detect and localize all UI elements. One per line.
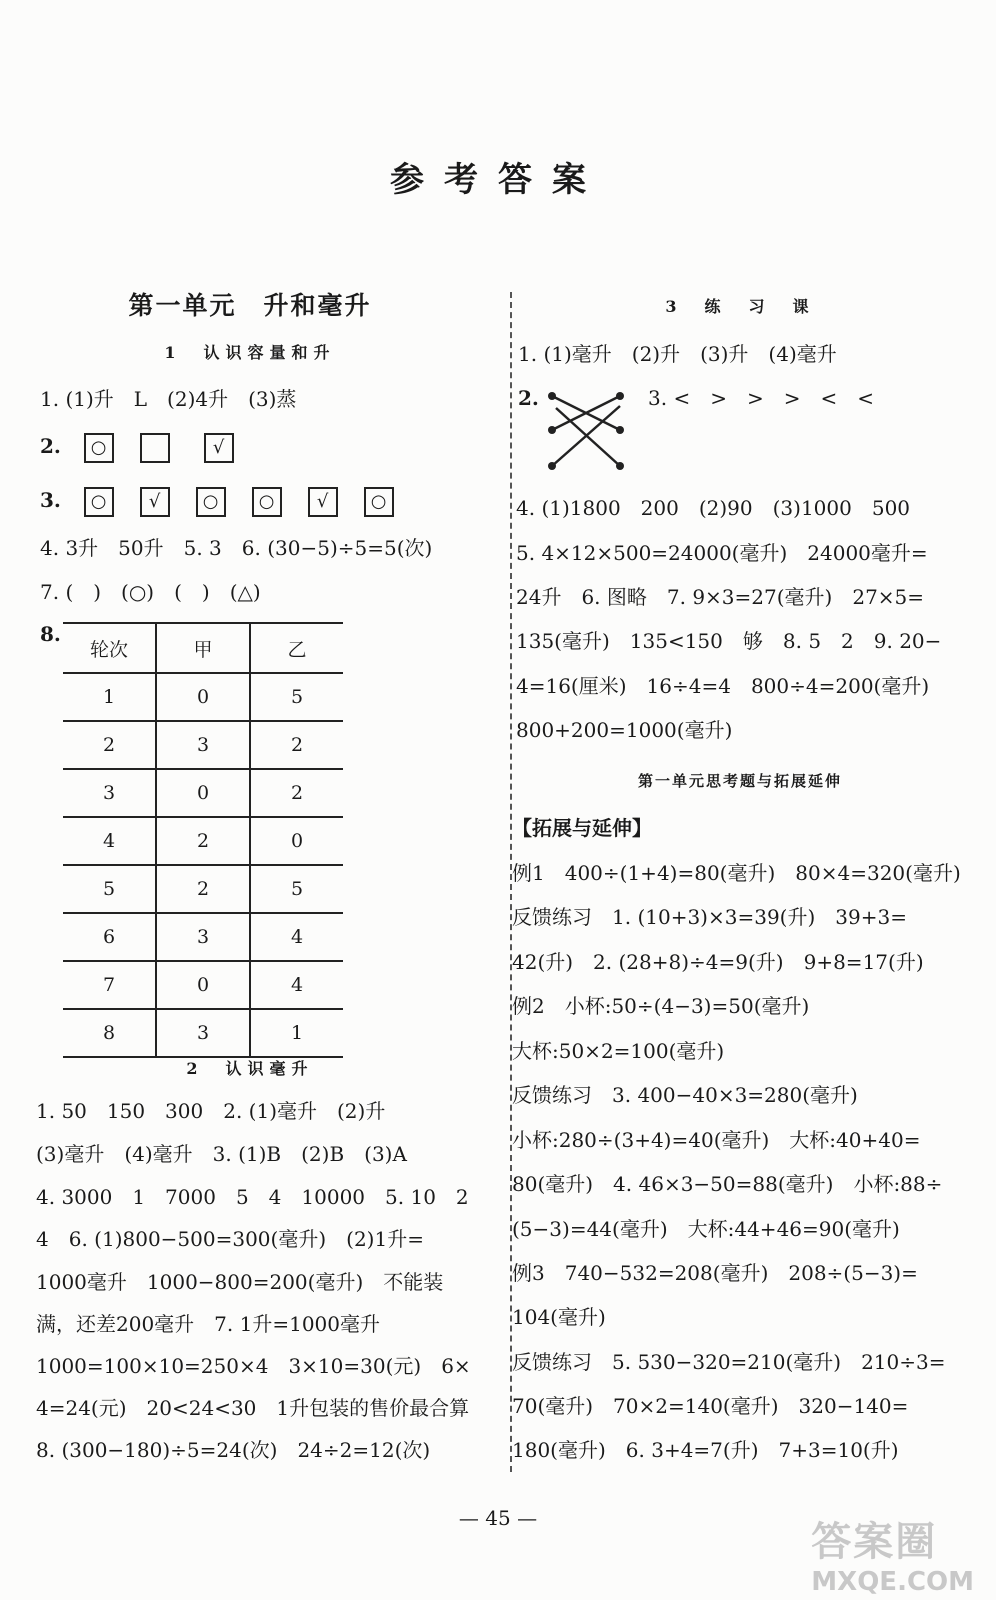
answer-line: 1000=100×10=250×4 3×10=30(元) 6× bbox=[36, 1354, 471, 1378]
answer-line-boxes-3 bbox=[40, 486, 420, 517]
table-cell: 5 bbox=[63, 865, 156, 913]
page-title: 参考答案 bbox=[390, 160, 606, 200]
table-cell: 3 bbox=[156, 721, 250, 769]
answer-line: 4. 3000 1 7000 5 4 10000 5. 10 2 bbox=[36, 1185, 469, 1209]
answer-line: 135(毫升) 135<150 够 8. 5 2 9. 20− bbox=[516, 629, 942, 653]
answer-line: 小杯:280÷(3+4)=40(毫升) 大杯:40+40= bbox=[512, 1128, 921, 1152]
table-cell: 2 bbox=[250, 769, 343, 817]
answer-line: 8. (300−180)÷5=24(次) 24÷2=12(次) bbox=[36, 1438, 431, 1462]
answer-box bbox=[140, 433, 170, 463]
answer-line: 反馈练习 1. (10+3)×3=39(升) 39+3= bbox=[512, 905, 907, 929]
table-cell: 2 bbox=[63, 721, 156, 769]
table-cell: 3 bbox=[156, 913, 250, 961]
table-cell: 1 bbox=[250, 1009, 343, 1057]
section-title-2: 2 认识毫升 bbox=[186, 1059, 314, 1078]
watermark-logo: 答案圈 bbox=[811, 1519, 938, 1565]
table-row bbox=[63, 961, 343, 1009]
table-cell: 0 bbox=[156, 769, 250, 817]
question-label: 2. bbox=[40, 434, 61, 458]
table-cell: 2 bbox=[250, 721, 343, 769]
question-label: 8. bbox=[40, 622, 61, 646]
table-header-row bbox=[63, 623, 343, 673]
answer-box: ○ bbox=[84, 433, 114, 463]
answer-line: 180(毫升) 6. 3+4=7(升) 7+3=10(升) bbox=[512, 1438, 899, 1462]
table-cell: 0 bbox=[250, 817, 343, 865]
table-cell: 5 bbox=[250, 673, 343, 721]
table-cell: 3 bbox=[63, 769, 156, 817]
question-label: 3. bbox=[40, 488, 61, 512]
unit-title: 第一单元 升和毫升 bbox=[128, 291, 372, 320]
answer-line: 1. (1)升 L (2)4升 (3)蒸 bbox=[40, 387, 297, 411]
answer-line: 反馈练习 5. 530−320=210(毫升) 210÷3= bbox=[512, 1350, 946, 1374]
table-cell: 0 bbox=[156, 961, 250, 1009]
answer-line: 例3 740−532=208(毫升) 208÷(5−3)= bbox=[512, 1261, 918, 1285]
page-number: — 45 — bbox=[458, 1506, 538, 1530]
answer-box: ○ bbox=[364, 487, 394, 517]
matching-lines-icon bbox=[546, 390, 626, 472]
answer-line: 70(毫升) 70×2=140(毫升) 320−140= bbox=[512, 1394, 909, 1418]
table-cell: 7 bbox=[63, 961, 156, 1009]
table-cell: 3 bbox=[156, 1009, 250, 1057]
table-cell: 4 bbox=[250, 961, 343, 1009]
answer-line: 1000毫升 1000−800=200(毫升) 不能装 bbox=[36, 1270, 444, 1294]
table-row bbox=[63, 769, 343, 817]
question-label: 2. bbox=[518, 386, 539, 410]
answer-line: 80(毫升) 4. 46×3−50=88(毫升) 小杯:88÷ bbox=[512, 1172, 943, 1196]
answer-line: 满，还差200毫升 7. 1升=1000毫升 bbox=[36, 1312, 380, 1336]
table-row bbox=[63, 913, 343, 961]
answer-line: 42(升) 2. (28+8)÷4=9(升) 9+8=17(升) bbox=[512, 950, 924, 974]
table-cell: 8 bbox=[63, 1009, 156, 1057]
table-header-cell: 乙 bbox=[250, 623, 343, 673]
answer-line: 1. (1)毫升 (2)升 (3)升 (4)毫升 bbox=[518, 342, 837, 366]
table-cell: 4 bbox=[250, 913, 343, 961]
table-cell: 6 bbox=[63, 913, 156, 961]
section-title-3: 3 练 习 课 bbox=[665, 297, 815, 316]
table-row bbox=[63, 865, 343, 913]
answer-box: ○ bbox=[84, 487, 114, 517]
table-row bbox=[63, 817, 343, 865]
answer-line: 例1 400÷(1+4)=80(毫升) 80×4=320(毫升) bbox=[512, 861, 961, 885]
answer-line: 例2 小杯:50÷(4−3)=50(毫升) bbox=[512, 994, 810, 1018]
table-header-cell: 甲 bbox=[156, 623, 250, 673]
answer-line: 1. 50 150 300 2. (1)毫升 (2)升 bbox=[36, 1099, 386, 1123]
answer-line: 7. ( ) (○) ( ) (△) bbox=[40, 580, 261, 604]
answer-line: 24升 6. 图略 7. 9×3=27(毫升) 27×5= bbox=[516, 585, 925, 609]
table-row bbox=[63, 721, 343, 769]
answer-box: √ bbox=[140, 487, 170, 517]
answer-box: ○ bbox=[196, 487, 226, 517]
table-row bbox=[63, 1009, 343, 1057]
answer-line: 反馈练习 3. 400−40×3=280(毫升) bbox=[512, 1083, 858, 1107]
answer-line: 104(毫升) bbox=[512, 1305, 606, 1329]
answer-line: 【拓展与延伸】 bbox=[512, 816, 652, 840]
answer-line: 5. 4×12×500=24000(毫升) 24000毫升= bbox=[516, 541, 928, 565]
section-title-1: 1 认识容量和升 bbox=[164, 343, 336, 362]
answer-line: (5−3)=44(毫升) 大杯:44+46=90(毫升) bbox=[512, 1217, 900, 1241]
answer-line: 大杯:50×2=100(毫升) bbox=[512, 1039, 725, 1063]
watermark bbox=[811, 1510, 974, 1597]
table-cell: 2 bbox=[156, 865, 250, 913]
answer-line: 4 6. (1)800−500=300(毫升) (2)1升= bbox=[36, 1227, 424, 1251]
answer-table bbox=[63, 622, 343, 1058]
table-cell: 2 bbox=[156, 817, 250, 865]
answer-box: ○ bbox=[252, 487, 282, 517]
answer-line: 4. (1)1800 200 (2)90 (3)1000 500 bbox=[516, 496, 911, 520]
answer-line: 4=24(元) 20<24<30 1升包装的售价最合算 bbox=[36, 1396, 470, 1420]
table-row bbox=[63, 673, 343, 721]
table-cell: 4 bbox=[63, 817, 156, 865]
answer-line: 3. < > > > < < bbox=[648, 386, 874, 410]
answer-line: 800+200=1000(毫升) bbox=[516, 718, 733, 742]
table-cell: 5 bbox=[250, 865, 343, 913]
answer-box: √ bbox=[308, 487, 338, 517]
watermark-url: MXQE.COM bbox=[811, 1567, 974, 1597]
answer-line: (3)毫升 (4)毫升 3. (1)B (2)B (3)A bbox=[36, 1142, 407, 1166]
answer-line-boxes-2 bbox=[40, 432, 260, 463]
table-cell: 0 bbox=[156, 673, 250, 721]
answer-line: 4. 3升 50升 5. 3 6. (30−5)÷5=5(次) bbox=[40, 536, 433, 560]
answer-box: √ bbox=[204, 433, 234, 463]
table-cell: 1 bbox=[63, 673, 156, 721]
answer-line: 4=16(厘米) 16÷4=4 800÷4=200(毫升) bbox=[516, 674, 930, 698]
table-header-cell: 轮次 bbox=[63, 623, 156, 673]
section-title-4: 第一单元思考题与拓展延伸 bbox=[637, 772, 842, 790]
